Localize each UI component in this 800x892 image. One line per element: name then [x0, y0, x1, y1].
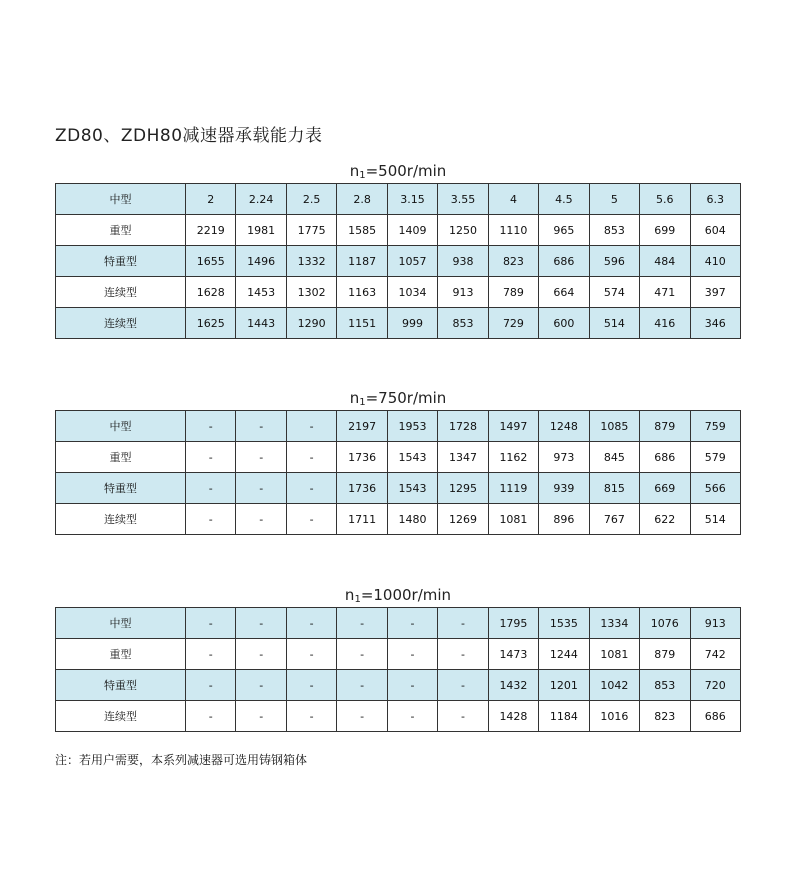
table-cell: 1290	[286, 308, 336, 339]
table-row	[56, 215, 741, 246]
table-cell: 1085	[589, 411, 639, 442]
table-cell: -	[438, 701, 488, 732]
table-cell: 879	[640, 639, 690, 670]
table-cell: 1201	[539, 670, 589, 701]
table-cell: -	[286, 608, 336, 639]
table-cell: -	[387, 639, 437, 670]
table-cell: -	[186, 411, 236, 442]
section-heading: n1=500r/min	[349, 162, 447, 181]
table-cell: -	[286, 473, 336, 504]
table-cell: 1295	[438, 473, 488, 504]
table-cell: 686	[690, 701, 740, 732]
table-cell: -	[236, 670, 286, 701]
table-cell: 664	[539, 277, 589, 308]
row-label: 连续型	[56, 504, 186, 535]
table-cell: -	[286, 670, 336, 701]
table-cell: -	[387, 701, 437, 732]
table-cell: 767	[589, 504, 639, 535]
table-cell: 686	[640, 442, 690, 473]
table-cell: 1953	[387, 411, 437, 442]
table-cell: 896	[539, 504, 589, 535]
table-cell: -	[438, 608, 488, 639]
table-cell: 1110	[488, 215, 538, 246]
table-cell: 1795	[488, 608, 538, 639]
row-label: 重型	[56, 639, 186, 670]
table-cell: 1981	[236, 215, 286, 246]
table-row	[56, 184, 741, 215]
table-cell: 1585	[337, 215, 387, 246]
section-500	[55, 159, 741, 339]
table-cell: -	[286, 639, 336, 670]
row-label: 特重型	[56, 246, 186, 277]
table-cell: 1535	[539, 608, 589, 639]
table-cell: 1016	[589, 701, 639, 732]
table-cell: 1244	[539, 639, 589, 670]
table-cell: 1543	[387, 473, 437, 504]
table-cell: 1057	[387, 246, 437, 277]
table-cell: 1473	[488, 639, 538, 670]
table-cell: 669	[640, 473, 690, 504]
table-cell: -	[186, 639, 236, 670]
table-cell: -	[387, 670, 437, 701]
table-row	[56, 473, 741, 504]
table-cell: -	[186, 608, 236, 639]
table-cell: 1496	[236, 246, 286, 277]
table-cell: 1736	[337, 442, 387, 473]
table-cell: 2219	[186, 215, 236, 246]
table-cell: 853	[589, 215, 639, 246]
table-cell: -	[438, 670, 488, 701]
section-heading: n1=750r/min	[349, 389, 447, 408]
table-cell: 1163	[337, 277, 387, 308]
table-cell: 1728	[438, 411, 488, 442]
table-cell: 4.5	[539, 184, 589, 215]
row-label: 重型	[56, 215, 186, 246]
table-cell: 346	[690, 308, 740, 339]
table-cell: -	[236, 442, 286, 473]
table-cell: 514	[589, 308, 639, 339]
table-cell: 789	[488, 277, 538, 308]
table-cell: 2.24	[236, 184, 286, 215]
table-cell: 1248	[539, 411, 589, 442]
table-row	[56, 411, 741, 442]
table-row	[56, 442, 741, 473]
table-cell: 484	[640, 246, 690, 277]
table-cell: 1347	[438, 442, 488, 473]
table-cell: 1432	[488, 670, 538, 701]
row-label: 中型	[56, 608, 186, 639]
table-cell: 1409	[387, 215, 437, 246]
table-cell: 939	[539, 473, 589, 504]
table-cell: 5	[589, 184, 639, 215]
table-cell: 2.5	[286, 184, 336, 215]
table-cell: -	[186, 442, 236, 473]
row-label: 连续型	[56, 277, 186, 308]
row-label: 连续型	[56, 701, 186, 732]
table-cell: -	[337, 670, 387, 701]
table-cell: 3.55	[438, 184, 488, 215]
table-cell: 845	[589, 442, 639, 473]
table-cell: 699	[640, 215, 690, 246]
table-cell: 1076	[640, 608, 690, 639]
table-cell: 1034	[387, 277, 437, 308]
table-cell: 999	[387, 308, 437, 339]
table-cell: 879	[640, 411, 690, 442]
table-cell: 1184	[539, 701, 589, 732]
table-cell: -	[236, 639, 286, 670]
table-row	[56, 308, 741, 339]
table-row	[56, 608, 741, 639]
table-cell: 823	[488, 246, 538, 277]
table-cell: -	[286, 701, 336, 732]
table-cell: -	[236, 411, 286, 442]
table-row	[56, 639, 741, 670]
table-cell: -	[337, 639, 387, 670]
row-label: 重型	[56, 442, 186, 473]
table-cell: 1151	[337, 308, 387, 339]
table-cell: 604	[690, 215, 740, 246]
table-cell: 1119	[488, 473, 538, 504]
table-cell: 1543	[387, 442, 437, 473]
table-cell: 1332	[286, 246, 336, 277]
table-cell: 973	[539, 442, 589, 473]
table-cell: 1628	[186, 277, 236, 308]
table-row	[56, 504, 741, 535]
table-cell: 2.8	[337, 184, 387, 215]
table-cell: 1162	[488, 442, 538, 473]
table-cell: 2	[186, 184, 236, 215]
table-cell: 1443	[236, 308, 286, 339]
table-cell: 938	[438, 246, 488, 277]
table-cell: -	[337, 701, 387, 732]
table-cell: 729	[488, 308, 538, 339]
row-label: 特重型	[56, 670, 186, 701]
table-cell: 410	[690, 246, 740, 277]
table-cell: 1453	[236, 277, 286, 308]
table-cell: -	[286, 411, 336, 442]
section-heading: n1=1000r/min	[344, 586, 452, 605]
table-cell: -	[387, 608, 437, 639]
capacity-table	[55, 410, 741, 535]
table-cell: 6.3	[690, 184, 740, 215]
table-cell: 5.6	[640, 184, 690, 215]
table-cell: 1480	[387, 504, 437, 535]
table-cell: -	[236, 701, 286, 732]
table-row	[56, 701, 741, 732]
table-cell: 1081	[488, 504, 538, 535]
table-cell: -	[186, 670, 236, 701]
table-cell: 720	[690, 670, 740, 701]
table-cell: -	[236, 608, 286, 639]
table-cell: 1250	[438, 215, 488, 246]
table-cell: -	[186, 701, 236, 732]
table-cell: 853	[438, 308, 488, 339]
table-cell: 1334	[589, 608, 639, 639]
table-cell: 742	[690, 639, 740, 670]
table-cell: 566	[690, 473, 740, 504]
table-cell: 416	[640, 308, 690, 339]
table-cell: 579	[690, 442, 740, 473]
table-cell: 1081	[589, 639, 639, 670]
table-row	[56, 246, 741, 277]
row-label: 特重型	[56, 473, 186, 504]
table-cell: 913	[690, 608, 740, 639]
table-cell: 1736	[337, 473, 387, 504]
table-cell: 1269	[438, 504, 488, 535]
table-cell: 3.15	[387, 184, 437, 215]
table-cell: 686	[539, 246, 589, 277]
row-label: 连续型	[56, 308, 186, 339]
table-cell: 1775	[286, 215, 336, 246]
table-cell: 596	[589, 246, 639, 277]
table-cell: 4	[488, 184, 538, 215]
table-cell: 1302	[286, 277, 336, 308]
table-cell: 853	[640, 670, 690, 701]
table-cell: 1655	[186, 246, 236, 277]
table-cell: 1187	[337, 246, 387, 277]
table-cell: 913	[438, 277, 488, 308]
table-cell: -	[337, 608, 387, 639]
table-cell: 1711	[337, 504, 387, 535]
capacity-table	[55, 183, 741, 339]
row-label: 中型	[56, 411, 186, 442]
table-cell: 2197	[337, 411, 387, 442]
capacity-table	[55, 607, 741, 732]
document-title: ZD80、ZDH80减速器承载能力表	[55, 126, 323, 146]
section-750	[55, 386, 741, 535]
table-cell: 815	[589, 473, 639, 504]
table-cell: -	[186, 504, 236, 535]
table-cell: -	[236, 504, 286, 535]
table-cell: 759	[690, 411, 740, 442]
table-cell: 1497	[488, 411, 538, 442]
table-cell: -	[186, 473, 236, 504]
table-cell: -	[286, 504, 336, 535]
table-cell: -	[236, 473, 286, 504]
table-row	[56, 670, 741, 701]
table-row	[56, 277, 741, 308]
table-cell: 600	[539, 308, 589, 339]
table-cell: 574	[589, 277, 639, 308]
section-1000	[55, 583, 741, 732]
table-cell: 622	[640, 504, 690, 535]
table-cell: 1042	[589, 670, 639, 701]
table-cell: 1428	[488, 701, 538, 732]
footnote: 注：若用户需要，本系列减速器可选用铸钢箱体	[55, 753, 308, 767]
table-cell: 965	[539, 215, 589, 246]
row-label: 中型	[56, 184, 186, 215]
table-cell: 471	[640, 277, 690, 308]
table-cell: 1625	[186, 308, 236, 339]
table-cell: -	[438, 639, 488, 670]
table-cell: -	[286, 442, 336, 473]
table-cell: 823	[640, 701, 690, 732]
table-cell: 397	[690, 277, 740, 308]
table-cell: 514	[690, 504, 740, 535]
